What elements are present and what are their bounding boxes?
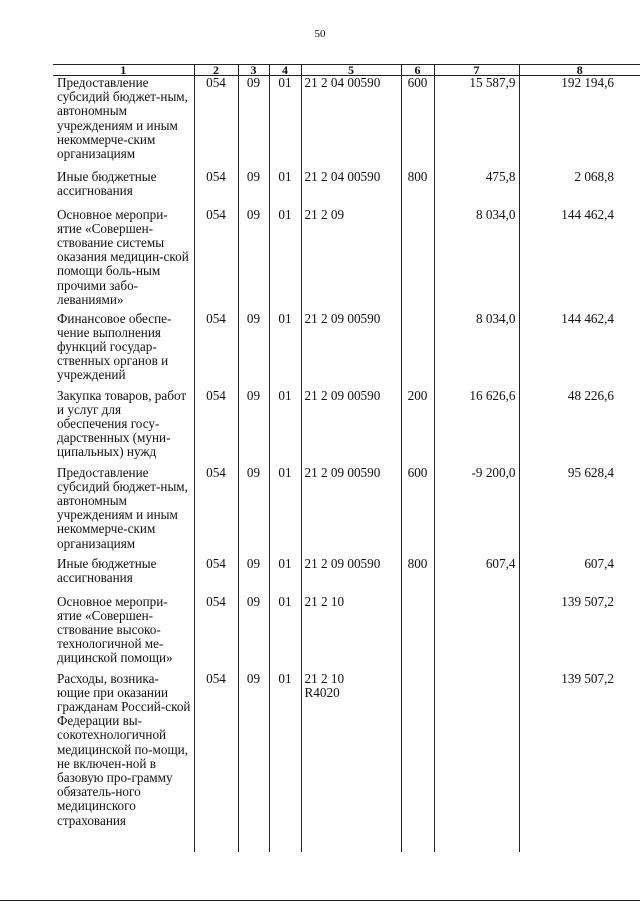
row-code-6: 200 xyxy=(401,389,434,466)
row-name: Предоставление субсидий бюджет-ным, автономным учреждениям и иным некоммерче-ским организациям xyxy=(53,76,194,170)
row-name: Расходы, возника-ющие при оказании гражданам Россий-ской Федерации вы-сокотехнологичной медицинской по-мощи, не включен-ной в базовую про-грамму обязатель-ного медицинского страхования xyxy=(53,672,194,828)
row-name: Основное меропри-ятие «Совершен-ствование высоко-технологичной ме-дицинской помощи» xyxy=(53,595,194,672)
row-value-8: 607,4 xyxy=(519,557,640,595)
row-code-4: 01 xyxy=(269,389,301,466)
row-code-5: 21 2 10 R4020 xyxy=(301,672,401,828)
row-value-8: 139 507,2 xyxy=(519,595,640,672)
row-code-6 xyxy=(401,595,434,672)
column-header-2: 2 xyxy=(194,65,238,76)
row-code-2: 054 xyxy=(194,672,238,828)
table-row xyxy=(53,595,640,672)
row-code-4: 01 xyxy=(269,466,301,557)
row-value-7: 8 034,0 xyxy=(434,208,519,312)
table-row xyxy=(53,170,640,208)
column-header-8: 8 xyxy=(519,65,640,76)
row-code-3: 09 xyxy=(238,672,269,828)
row-code-4: 01 xyxy=(269,672,301,828)
row-code-3: 09 xyxy=(238,389,269,466)
filler-cell xyxy=(401,828,434,852)
column-header-1: 1 xyxy=(53,65,194,76)
filler-cell xyxy=(301,828,401,852)
row-value-7: 8 034,0 xyxy=(434,312,519,389)
row-code-6: 800 xyxy=(401,557,434,595)
row-value-7: 475,8 xyxy=(434,170,519,208)
row-code-2: 054 xyxy=(194,76,238,170)
row-code-6 xyxy=(401,208,434,312)
row-code-2: 054 xyxy=(194,170,238,208)
table-filler-row xyxy=(53,828,640,852)
table-row xyxy=(53,557,640,595)
row-name: Иные бюджетные ассигнования xyxy=(53,170,194,208)
filler-cell xyxy=(434,828,519,852)
row-code-3: 09 xyxy=(238,170,269,208)
row-code-6: 600 xyxy=(401,76,434,170)
row-name: Предоставление субсидий бюджет-ным, автономным учреждениям и иным некоммерче-ским организациям xyxy=(53,466,194,557)
row-code-4: 01 xyxy=(269,76,301,170)
row-code-3: 09 xyxy=(238,312,269,389)
row-value-7: 607,4 xyxy=(434,557,519,595)
table-row xyxy=(53,208,640,312)
column-header-4: 4 xyxy=(269,65,301,76)
row-code-3: 09 xyxy=(238,466,269,557)
row-code-4: 01 xyxy=(269,170,301,208)
row-value-7: 15 587,9 xyxy=(434,76,519,170)
row-code-2: 054 xyxy=(194,595,238,672)
row-code-2: 054 xyxy=(194,466,238,557)
row-code-2: 054 xyxy=(194,557,238,595)
row-code-6: 600 xyxy=(401,466,434,557)
bottom-rule xyxy=(0,900,640,901)
row-code-5: 21 2 04 00590 xyxy=(301,170,401,208)
table-row xyxy=(53,76,640,170)
row-name: Основное меропри-ятие «Совершен-ствование системы оказания медицин-ской помощи боль-ным прочими забо-леваниями» xyxy=(53,208,194,312)
row-value-8: 144 462,4 xyxy=(519,312,640,389)
table-row xyxy=(53,466,640,557)
row-code-5: 21 2 09 00590 xyxy=(301,557,401,595)
row-code-4: 01 xyxy=(269,557,301,595)
header-row xyxy=(53,65,640,76)
row-value-8: 192 194,6 xyxy=(519,76,640,170)
row-code-3: 09 xyxy=(238,557,269,595)
row-code-5: 21 2 10 xyxy=(301,595,401,672)
row-code-2: 054 xyxy=(194,208,238,312)
table-row xyxy=(53,389,640,466)
row-code-3: 09 xyxy=(238,595,269,672)
row-code-3: 09 xyxy=(238,76,269,170)
row-code-6 xyxy=(401,312,434,389)
row-code-2: 054 xyxy=(194,312,238,389)
row-code-4: 01 xyxy=(269,595,301,672)
row-code-4: 01 xyxy=(269,208,301,312)
filler-cell xyxy=(519,828,640,852)
row-value-8: 139 507,2 xyxy=(519,672,640,828)
row-code-6: 800 xyxy=(401,170,434,208)
row-code-5: 21 2 09 xyxy=(301,208,401,312)
page-number: 50 xyxy=(314,28,326,40)
row-code-5: 21 2 09 00590 xyxy=(301,466,401,557)
column-header-7: 7 xyxy=(434,65,519,76)
column-header-3: 3 xyxy=(238,65,269,76)
row-value-7: -9 200,0 xyxy=(434,466,519,557)
filler-cell xyxy=(194,828,238,852)
row-value-8: 2 068,8 xyxy=(519,170,640,208)
column-header-5: 5 xyxy=(301,65,401,76)
budget-table xyxy=(53,64,640,852)
row-code-3: 09 xyxy=(238,208,269,312)
filler-cell xyxy=(238,828,269,852)
filler-cell xyxy=(269,828,301,852)
table-row xyxy=(53,312,640,389)
row-code-5: 21 2 09 00590 xyxy=(301,389,401,466)
column-header-6: 6 xyxy=(401,65,434,76)
row-name: Закупка товаров, работ и услуг для обеспечения госу-дарственных (муни-ципальных) нужд xyxy=(53,389,194,466)
row-value-7 xyxy=(434,672,519,828)
filler-cell xyxy=(53,828,194,852)
row-name: Иные бюджетные ассигнования xyxy=(53,557,194,595)
row-value-8: 48 226,6 xyxy=(519,389,640,466)
row-value-8: 144 462,4 xyxy=(519,208,640,312)
row-value-8: 95 628,4 xyxy=(519,466,640,557)
row-value-7: 16 626,6 xyxy=(434,389,519,466)
row-code-6 xyxy=(401,672,434,828)
row-code-5: 21 2 04 00590 xyxy=(301,76,401,170)
row-code-5: 21 2 09 00590 xyxy=(301,312,401,389)
table-row xyxy=(53,672,640,828)
row-value-7 xyxy=(434,595,519,672)
row-code-2: 054 xyxy=(194,389,238,466)
row-code-4: 01 xyxy=(269,312,301,389)
row-name: Финансовое обеспе-чение выполнения функций государ-ственных органов и учреждений xyxy=(53,312,194,389)
